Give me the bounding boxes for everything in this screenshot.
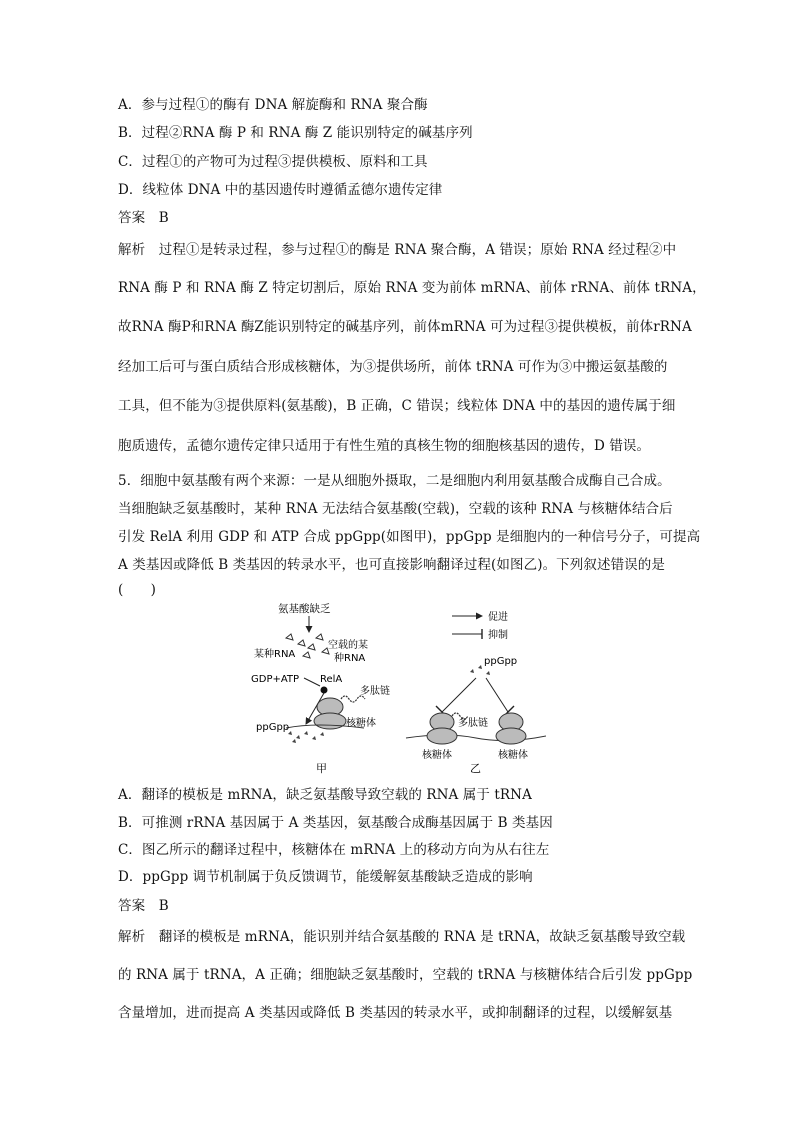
ribosome-yi-right <box>496 713 526 744</box>
q4-option-a: A．参与过程①的酶有 DNA 解旋酶和 RNA 聚合酶 <box>118 97 428 113</box>
q5-answer: 答案 B <box>118 898 169 914</box>
q5-stem-line: A 类基因或降低 B 类基因的转录水平，也可直接影响翻译过程(如图乙)。下列叙述错误的是 <box>118 557 665 573</box>
q4-explanation-line: 工具，但不能为③提供原料(氨基酸)，B 正确，C 错误；线粒体 DNA 中的基因的遗传属于细 <box>118 398 676 414</box>
q4-explanation-line: 解析 过程①是转录过程，参与过程①的酶是 RNA 聚合酶，A 错误；原始 RNA 经过程②中 <box>118 242 677 258</box>
q4-option-d: D．线粒体 DNA 中的基因遗传时遵循孟德尔遗传定律 <box>118 182 443 198</box>
ppgpp-label-yi: ppGpp <box>484 656 518 667</box>
q5-option-c: C．图乙所示的翻译过程中，核糖体在 mRNA 上的移动方向为从右往左 <box>118 842 550 858</box>
ribosome-label-yi-left: 核糖体 <box>422 750 452 761</box>
q5-explanation-line: 的 RNA 属于 tRNA，A 正确；细胞缺乏氨基酸时，空载的 tRNA 与核糖体结合后引发 ppGpp <box>118 967 693 983</box>
q5-stem-line: 引发 RelA 利用 GDP 和 ATP 合成 ppGpp(如图甲)，ppGpp 是细胞内的一种信号分子，可提高 <box>118 529 701 545</box>
empty-rna-label-2: 种RNA <box>334 653 366 664</box>
q4-option-c: C．过程①的产物可为过程③提供模板、原料和工具 <box>118 154 428 170</box>
ribosome-label-yi-right: 核糖体 <box>498 750 528 761</box>
gdp-atp-label: GDP+ATP <box>251 674 300 685</box>
ribosome-yi-left <box>427 713 457 744</box>
some-rna-label: 某种RNA <box>254 649 296 660</box>
inhibit-line-left <box>442 678 476 712</box>
ribosome-label-jia: 核糖体 <box>346 718 376 729</box>
legend-promote-label: 促进 <box>488 612 508 623</box>
q4-explanation-line: 故RNA 酶P和RNA 酶Z能识别特定的碱基序列，前体mRNA 可为过程③提供模板，前体rRNA <box>118 319 692 335</box>
empty-rna-label-1: 空载的某 <box>328 640 368 651</box>
ppgpp-label-jia: ppGpp <box>256 722 290 733</box>
q5-option-b: B．可推测 rRNA 基因属于 A 类基因，氨基酸合成酶基因属于 B 类基因 <box>118 815 553 831</box>
q4-explanation-line: 经加工后可与蛋白质结合形成核糖体，为③提供场所，前体 tRNA 可作为③中搬运氨基酸的 <box>118 359 668 375</box>
q5-stem-line: 5．细胞中氨基酸有两个来源：一是从细胞外摄取，二是细胞内利用氨基酸合成酶自己合成。 <box>118 473 671 489</box>
figure-label-yi: 乙 <box>470 762 481 775</box>
peptide-label-yi: 多肽链 <box>458 718 488 729</box>
peptide-label-jia: 多肽链 <box>360 686 390 697</box>
gdp-arrow-line <box>304 678 320 686</box>
q5-explanation-line: 解析 翻译的模板是 mRNA，能识别并结合氨基酸的 RNA 是 tRNA，故缺乏氨基酸导致空载 <box>118 929 686 945</box>
rela-dot <box>321 687 328 694</box>
q5-stem-line: 当细胞缺乏氨基酸时，某种 RNA 无法结合氨基酸(空载)，空载的该种 RNA 与核糖体结合后 <box>118 501 673 517</box>
legend-inhibit-label: 抑制 <box>488 630 508 641</box>
q4-answer: 答案 B <box>118 210 169 226</box>
amino-acid-lack-label: 氨基酸缺乏 <box>278 603 331 615</box>
q4-option-b: B．过程②RNA 酶 P 和 RNA 酶 Z 能识别特定的碱基序列 <box>118 125 473 141</box>
rela-label: RelA <box>320 674 343 685</box>
q4-explanation-line: 胞质遗传，孟德尔遗传定律只适用于有性生殖的真核生物的细胞核基因的遗传，D 错误。 <box>118 438 651 454</box>
q5-stem-line: ( ) <box>118 582 156 598</box>
q5-option-d: D．ppGpp 调节机制属于负反馈调节，能缓解氨基酸缺乏造成的影响 <box>118 869 533 885</box>
figure-label-jia: 甲 <box>316 762 327 775</box>
q5-explanation-line: 含量增加，进而提高 A 类基因或降低 B 类基因的转录水平，或抑制翻译的过程，以缓解氨基 <box>118 1005 673 1021</box>
q5-option-a: A．翻译的模板是 mRNA，缺乏氨基酸导致空载的 RNA 属于 tRNA <box>118 787 532 803</box>
ppgpp-figure <box>246 600 546 776</box>
inhibit-line-right <box>486 678 508 712</box>
q4-explanation-line: RNA 酶 P 和 RNA 酶 Z 特定切割后，原始 RNA 变为前体 mRNA、前体 rRNA、前体 tRNA， <box>118 280 706 296</box>
ppgpp-molecules <box>288 731 324 743</box>
